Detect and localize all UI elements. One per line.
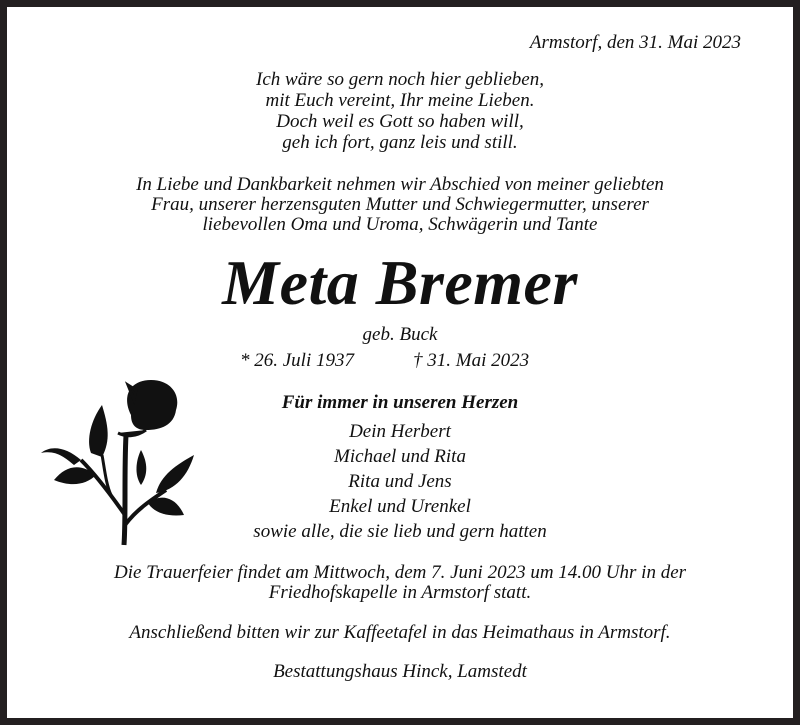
intro-line: In Liebe und Dankbarkeit nehmen wir Abschied von meiner geliebten xyxy=(136,174,664,195)
reception-text: Anschließend bitten wir zur Kaffeetafel in das Heimathaus in Armstorf. xyxy=(129,622,671,643)
mourner-line: Rita und Jens xyxy=(348,471,452,492)
poem-line: Ich wäre so gern noch hier geblieben, xyxy=(256,69,544,90)
mourner-line: Dein Herbert xyxy=(349,421,451,442)
undertaker: Bestattungshaus Hinck, Lamstedt xyxy=(273,661,527,682)
intro-line: Frau, unserer herzensguten Mutter und Schwiegermutter, unserer xyxy=(151,194,649,215)
mourner-line: Michael und Rita xyxy=(334,446,466,467)
mourner-line: sowie alle, die sie lieb und gern hatten xyxy=(253,521,547,542)
poem-line: mit Euch vereint, Ihr meine Lieben. xyxy=(265,90,535,111)
poem-line: Doch weil es Gott so haben will, xyxy=(276,111,524,132)
funeral-line: Friedhofskapelle in Armstorf statt. xyxy=(268,582,532,603)
mourner-line: Enkel und Urenkel xyxy=(329,496,471,517)
intro-line: liebevollen Oma und Uroma, Schwägerin und Tante xyxy=(202,214,598,235)
motto: Für immer in unseren Herzen xyxy=(281,392,519,413)
deceased-name: Meta Bremer xyxy=(222,247,578,318)
funeral-line: Die Trauerfeier findet am Mittwoch, dem 7. Juni 2023 um 14.00 Uhr in der xyxy=(113,562,687,583)
maiden-name: geb. Buck xyxy=(362,324,438,345)
birth-date: * 26. Juli 1937 xyxy=(240,350,354,371)
place-date: Armstorf, den 31. Mai 2023 xyxy=(529,32,741,53)
death-date: † 31. Mai 2023 xyxy=(413,350,530,371)
poem-line: geh ich fort, ganz leis und still. xyxy=(282,132,518,153)
